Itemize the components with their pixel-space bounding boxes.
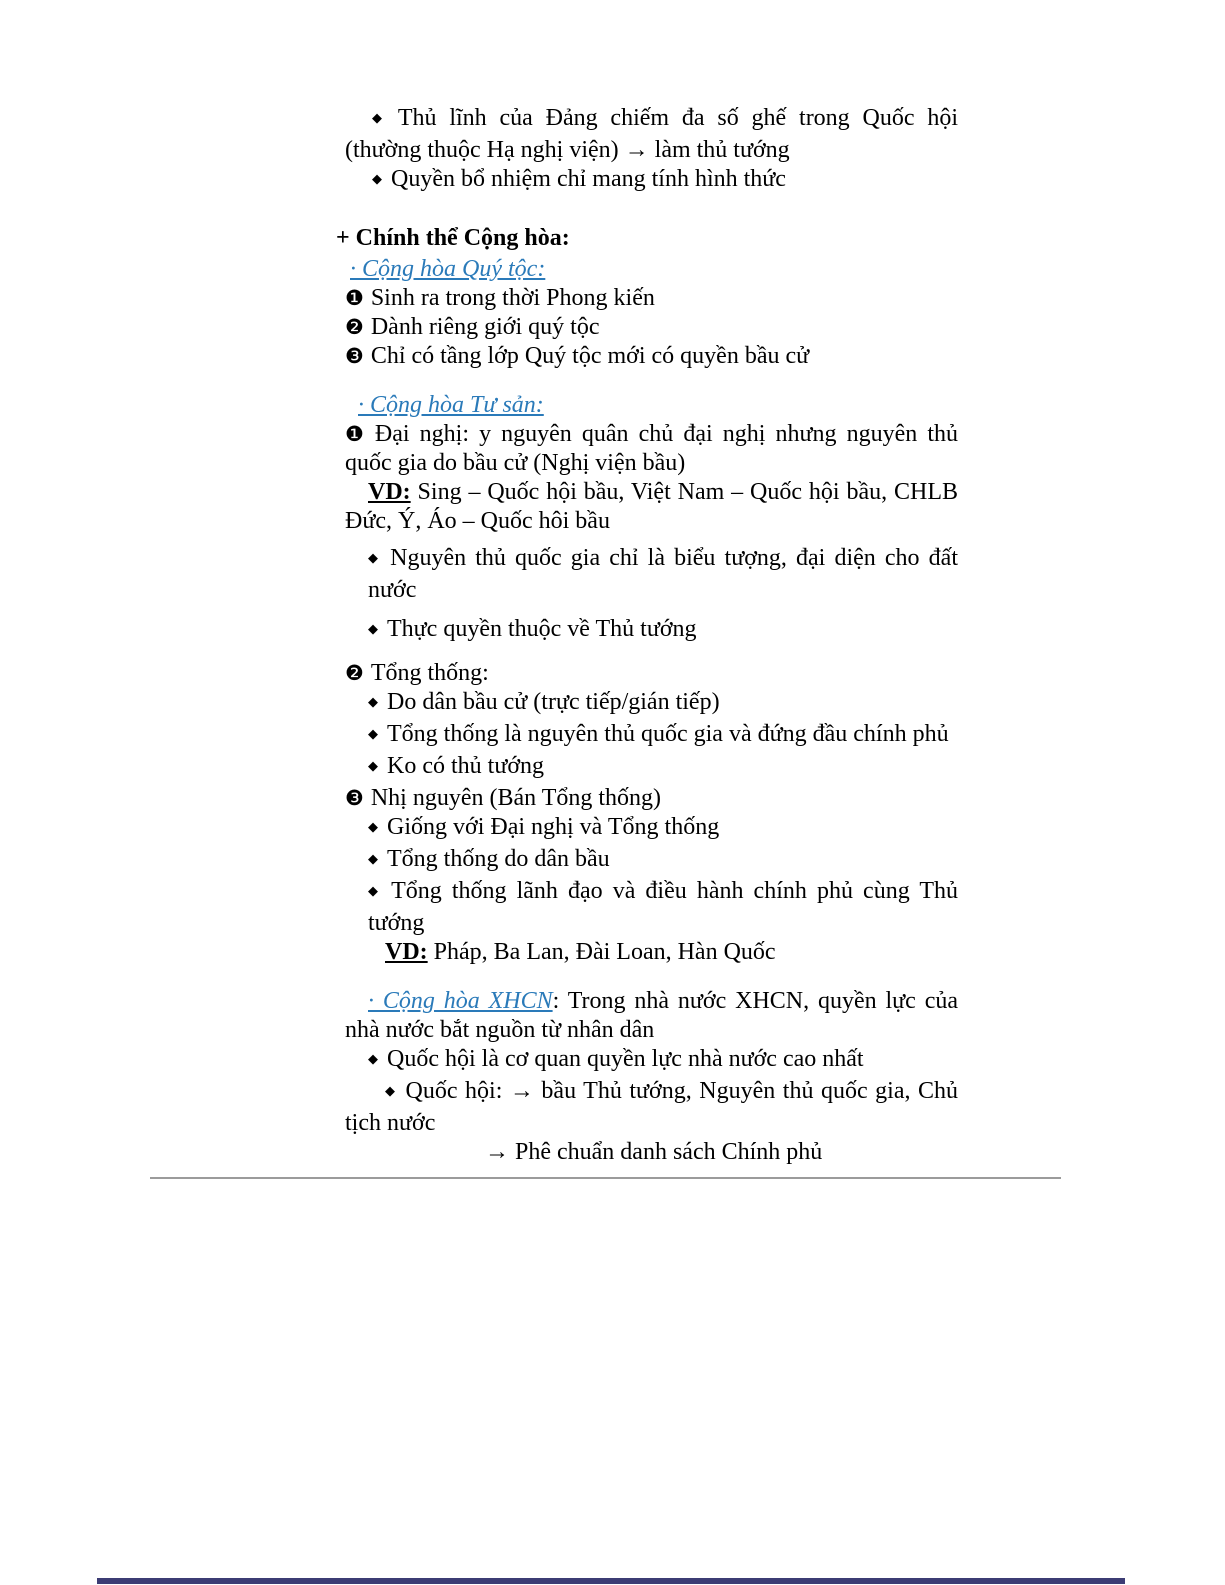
tongthong-bullet-2-text: Tổng thống là nguyên thủ quốc gia và đứng đầu chính phủ <box>387 721 949 747</box>
dainghi-bullet-1-text: Nguyên thủ quốc gia chỉ là biểu tượng, đại diện cho đất nước <box>368 545 958 603</box>
diamond-bullet-icon: ◆ <box>372 172 382 187</box>
quytoc-heading-text: · Cộng hòa Quý tộc: <box>350 256 546 282</box>
dainghi-bullet-2 <box>345 615 958 647</box>
xhcn-note <box>345 1138 958 1167</box>
xhcn-bullet-2 <box>345 1077 958 1138</box>
quytoc-heading <box>350 255 958 284</box>
diamond-bullet-icon: ◆ <box>368 759 378 774</box>
nhinguyen-bullet-1-text: Giống với Đại nghị và Tổng thống <box>387 814 720 840</box>
quytoc-item-1 <box>345 284 958 313</box>
quytoc-item-3 <box>345 342 958 371</box>
diamond-bullet-icon: ◆ <box>368 551 382 566</box>
diamond-bullet-icon: ◆ <box>368 727 378 742</box>
diamond-bullet-icon: ◆ <box>385 1084 397 1099</box>
horizontal-rule <box>150 1177 1061 1179</box>
circled-2-icon: ❷ <box>345 661 364 685</box>
diamond-bullet-icon: ◆ <box>368 695 378 710</box>
xhcn-bullet-1-text: Quốc hội là cơ quan quyền lực nhà nước cao nhất <box>387 1046 864 1072</box>
circled-2-icon: ❷ <box>345 315 364 339</box>
tongthong-bullet-3-text: Ko có thủ tướng <box>387 753 545 779</box>
intro-bullet-2-text: Quyền bổ nhiệm chỉ mang tính hình thức <box>391 166 786 192</box>
tongthong-bullet-2 <box>345 720 958 752</box>
tusan-heading-text: · Cộng hòa Tư sản: <box>358 392 544 418</box>
xhcn-lead-text: : Trong nhà nước XHCN, quyền lực của nhà nước bắt nguồn từ nhân dân <box>345 988 958 1043</box>
tongthong-bullet-3 <box>345 752 958 784</box>
tusan-vd1-text: Sing – Quốc hội bầu, Việt Nam – Quốc hội bầu, CHLB Đức, Ý, Áo – Quốc hôi bầu <box>345 479 959 534</box>
tusan-dainghi-text: Đại nghị: y nguyên quân chủ đại nghị nhưng nguyên thủ quốc gia do bầu cử (Nghị viện bầu) <box>345 421 959 476</box>
diamond-bullet-icon: ◆ <box>368 852 378 867</box>
document-content <box>336 0 959 1167</box>
dainghi-bullet-2-text: Thực quyền thuộc về Thủ tướng <box>387 616 697 642</box>
tongthong-bullet-1 <box>345 688 958 720</box>
diamond-bullet-icon: ◆ <box>372 111 389 126</box>
xhcn-heading-text: · Cộng hòa XHCN <box>368 988 553 1014</box>
xhcn-bullet-1 <box>345 1045 958 1077</box>
tusan-nhinguyen <box>345 784 958 813</box>
diamond-bullet-icon: ◆ <box>368 622 378 637</box>
xhcn-heading-paragraph <box>345 987 958 1045</box>
diamond-bullet-icon: ◆ <box>368 1052 378 1067</box>
quytoc-item-3-text: Chỉ có tầng lớp Quý tộc mới có quyền bầu cử <box>370 343 810 369</box>
nhinguyen-bullet-2 <box>345 845 958 877</box>
dainghi-bullet-1 <box>345 544 958 605</box>
intro-bullet-1-text: Thủ lĩnh của Đảng chiếm đa số ghế trong Quốc hội (thường thuộc Hạ nghị viện) → làm thủ tướng <box>345 105 958 163</box>
intro-bullet-2 <box>345 165 958 197</box>
tusan-tongthong <box>345 659 958 688</box>
tusan-tongthong-text: Tổng thống: <box>370 660 489 686</box>
vd-label: VD: <box>368 479 411 505</box>
tusan-nhinguyen-text: Nhị nguyên (Bán Tổng thống) <box>370 785 662 811</box>
conghoa-heading: + Chính thể Cộng hòa: <box>336 225 570 251</box>
xhcn-bullet-2-text: Quốc hội: → bầu Thủ tướng, Nguyên thủ quốc gia, Chủ tịch nước <box>345 1078 959 1136</box>
intro-bullet-1 <box>345 104 958 165</box>
circled-3-icon: ❸ <box>345 786 364 810</box>
circled-3-icon: ❸ <box>345 344 364 368</box>
tusan-vd2 <box>345 938 958 967</box>
vd-label: VD: <box>385 939 428 965</box>
next-page-edge <box>97 1578 1125 1584</box>
tusan-vd2-text: Pháp, Ba Lan, Đài Loan, Hàn Quốc <box>433 939 776 965</box>
quytoc-item-1-text: Sinh ra trong thời Phong kiến <box>370 285 655 311</box>
diamond-bullet-icon: ◆ <box>368 820 378 835</box>
circled-1-icon: ❶ <box>345 286 364 310</box>
xhcn-note-text: → Phê chuẩn danh sách Chính phủ <box>485 1139 823 1165</box>
quytoc-item-2-text: Dành riêng giới quý tộc <box>370 314 600 340</box>
nhinguyen-bullet-3 <box>345 877 958 938</box>
tusan-dainghi <box>345 420 958 478</box>
tusan-vd1 <box>345 478 958 536</box>
circled-1-icon: ❶ <box>345 422 368 446</box>
diamond-bullet-icon: ◆ <box>368 884 383 899</box>
nhinguyen-bullet-1 <box>345 813 958 845</box>
tongthong-bullet-1-text: Do dân bầu cử (trực tiếp/gián tiếp) <box>387 689 720 715</box>
tusan-heading <box>358 391 958 420</box>
nhinguyen-bullet-3-text: Tổng thống lãnh đạo và điều hành chính phủ cùng Thủ tướng <box>368 878 958 936</box>
nhinguyen-bullet-2-text: Tổng thống do dân bầu <box>387 846 610 872</box>
quytoc-item-2 <box>345 313 958 342</box>
